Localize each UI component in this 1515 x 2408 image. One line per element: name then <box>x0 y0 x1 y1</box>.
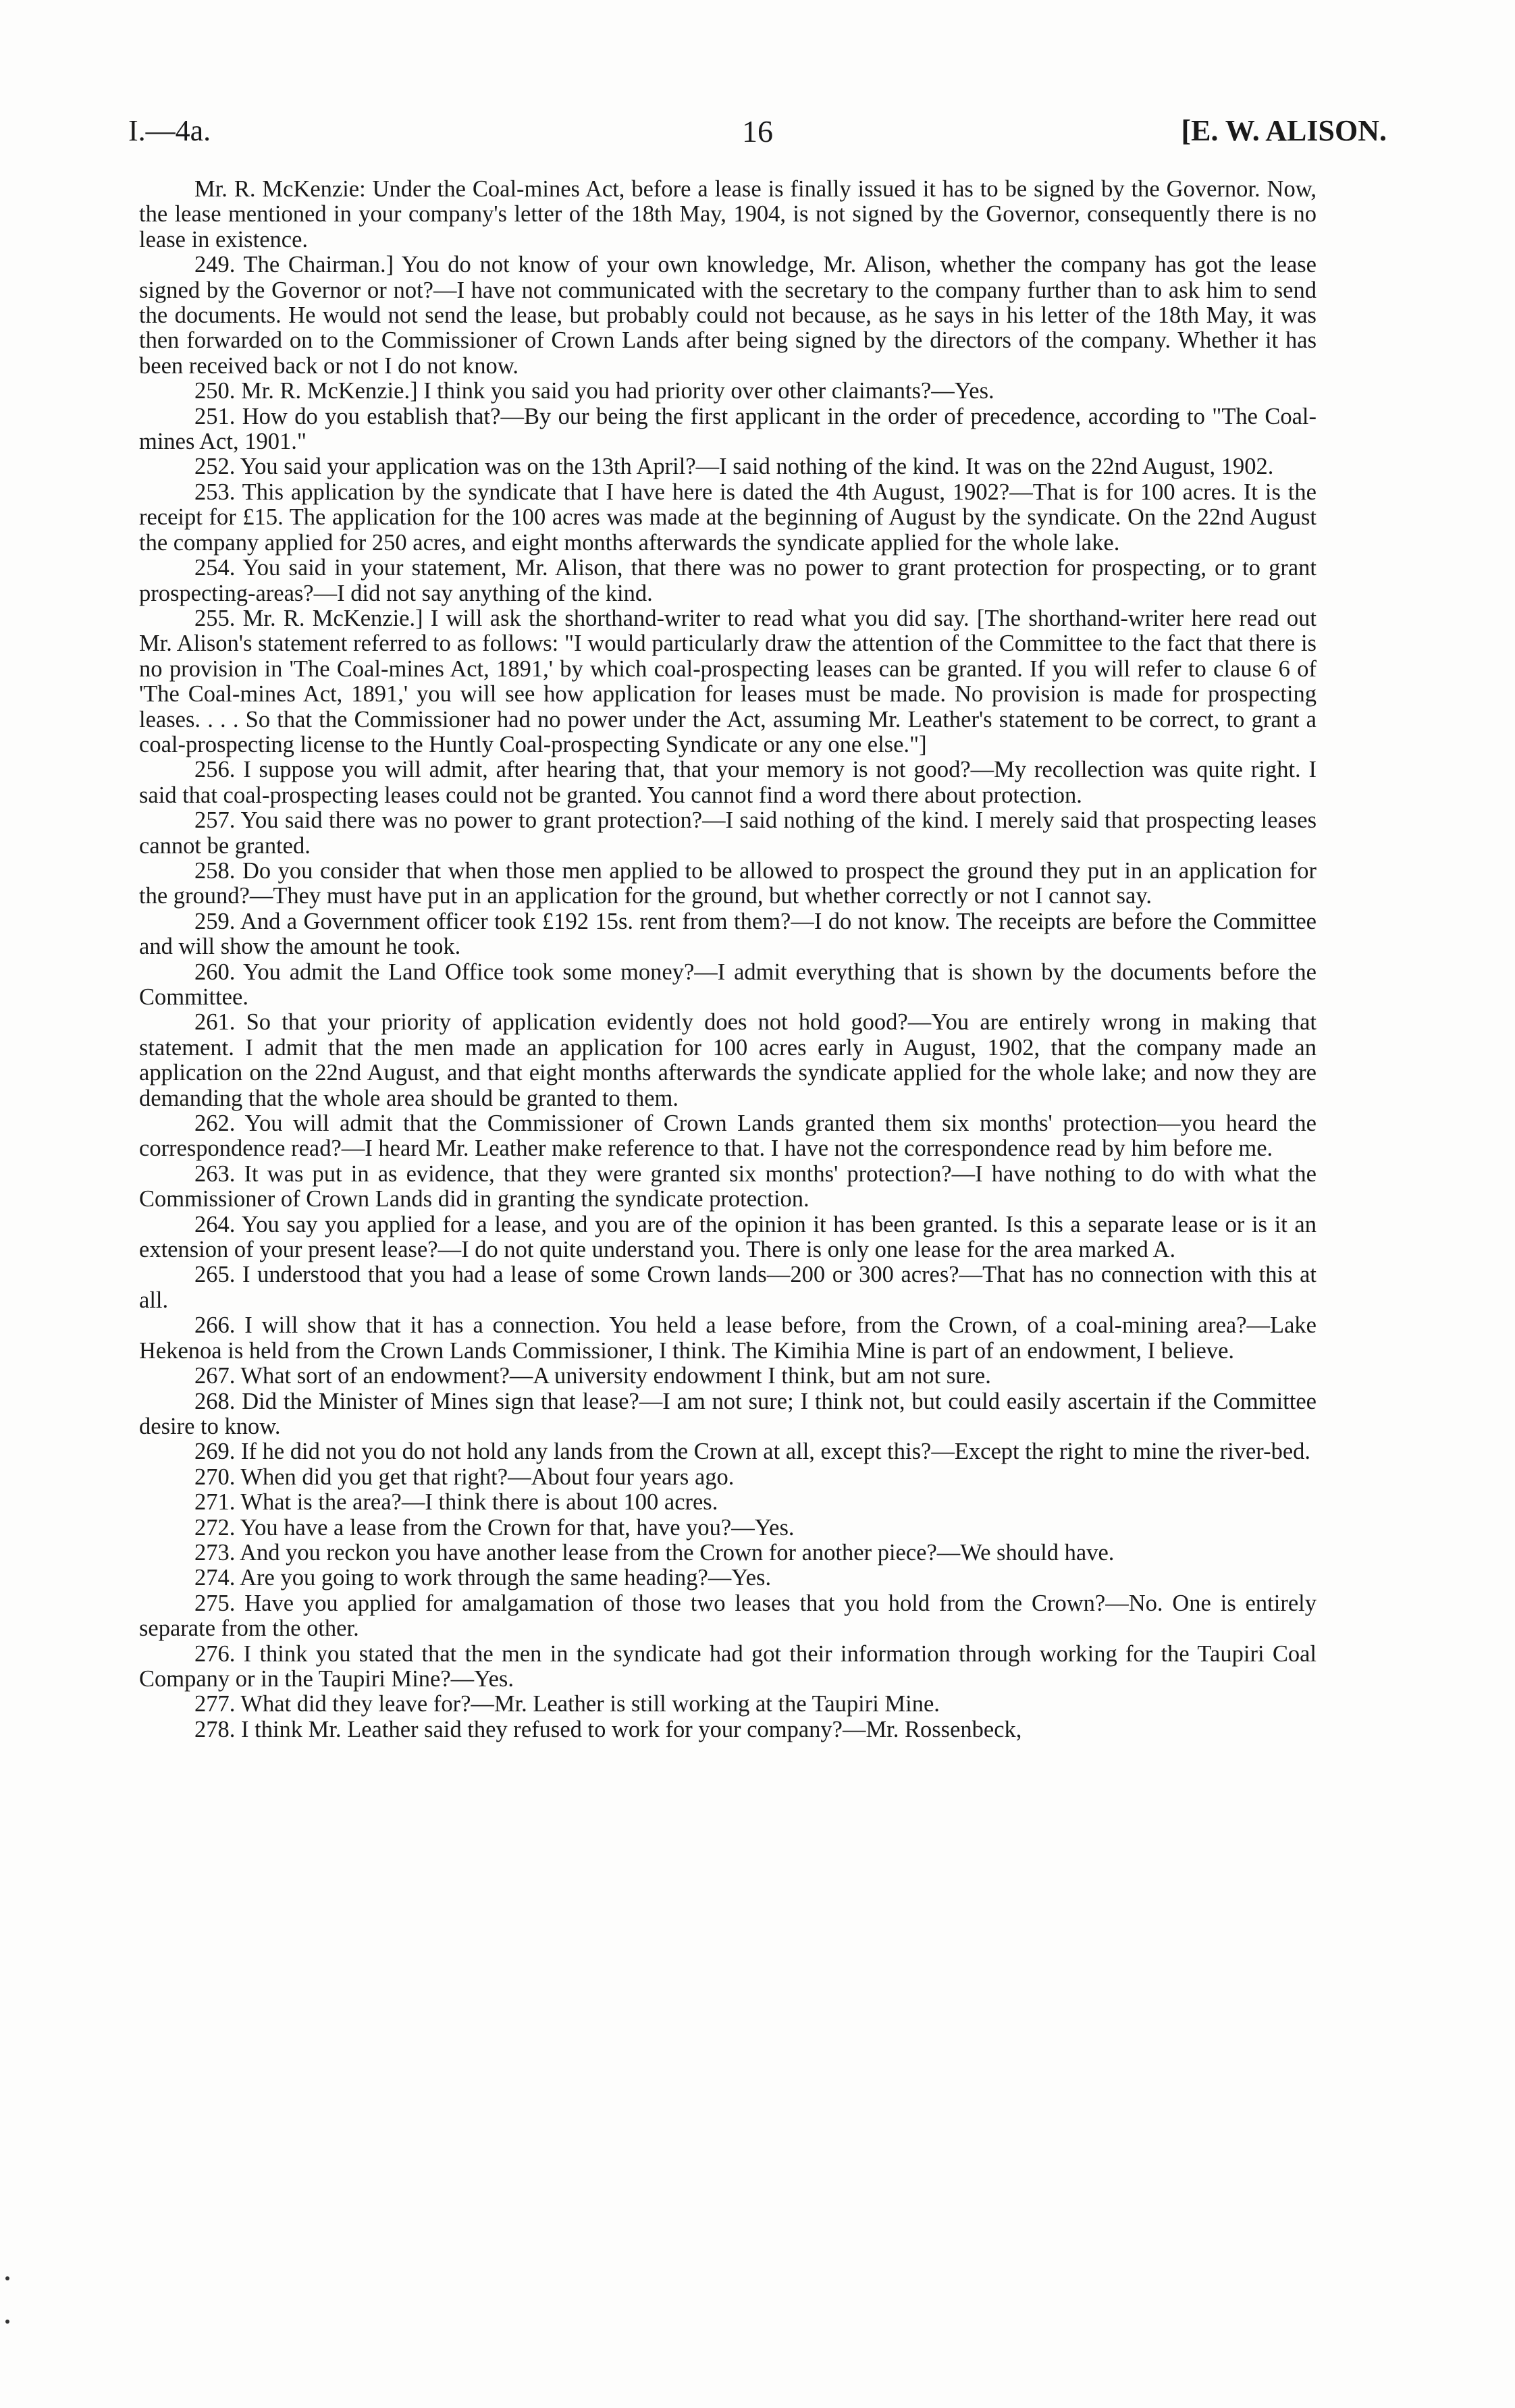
evidence-text <box>139 177 1317 1742</box>
paragraph: 266. I will show that it has a connection. You held a lease before, from the Crown, of a coal-mining area?—Lake Hekenoa is held from the Crown Lands Commissioner, I think. The Kimihia Mine is part of an endowment, I believe. <box>139 1312 1317 1364</box>
paragraph: 259. And a Government officer took £192 15s. rent from them?—I do not know. The receipts are before the Committee and will show the amount he took. <box>139 908 1317 960</box>
paragraph: 267. What sort of an endowment?—A university endowment I think, but am not sure. <box>194 1363 991 1389</box>
paragraph: 269. If he did not you do not hold any lands from the Crown at all, except this?—Except the right to mine the river-bed. <box>194 1439 1311 1465</box>
paragraph: 273. And you reckon you have another lease from the Crown for another piece?—We should have. <box>194 1539 1115 1566</box>
paragraph: 274. Are you going to work through the same heading?—Yes. <box>194 1565 772 1591</box>
paragraph: 258. Do you consider that when those men applied to be allowed to prospect the ground they put in an application for the ground?—They must have put in an application for the ground, but whether correctly or not I cannot say. <box>139 857 1317 909</box>
paragraph: 278. I think Mr. Leather said they refused to work for your company?—Mr. Rossenbeck, <box>194 1716 1022 1742</box>
paragraph: 255. Mr. R. McKenzie.] I will ask the shorthand-writer to read what you did say. [The shorthand-writer here read out Mr. Alison's statement referred to as follows: "I would particularly draw the attention of the Committee to the fact that there is no provision in 'The Coal-mines Act, 1891,' by which coal-prospecting leases can be granted. If you will refer to clause 6 of 'The Coal-mines Act, 1891,' you will see how application for leases must be made. No provision is made for prospecting leases. . . . So that the Commissioner had no power under the Act, assuming Mr. Leather's statement to be correct, to grant a coal-prospecting license to the Huntly Coal-prospecting Syndicate or any one else."] <box>139 605 1317 757</box>
witness-name: [E. W. ALISON. <box>1181 114 1387 147</box>
paragraph: 275. Have you applied for amalgamation of those two leases that you hold from the Crown?—No. One is entirely separate from the other. <box>139 1590 1317 1642</box>
paragraph: 251. How do you establish that?—By our being the first applicant in the order of precedence, according to "The Coal-mines Act, 1901." <box>139 403 1317 455</box>
paragraph: 271. What is the area?—I think there is about 100 acres. <box>194 1489 718 1516</box>
page-number: 16 <box>742 114 773 149</box>
paragraph: 253. This application by the syndicate that I have here is dated the 4th August, 1902?—That is for 100 acres. It is the receipt for £15. The application for the 100 acres was made at the beginning of August by the syndicate. On the 22nd August the company applied for 250 acres, and eight months afterwards the syndicate applied for the whole lake. <box>139 479 1317 556</box>
paragraph: 252. You said your application was on the 13th April?—I said nothing of the kind. It was on the 22nd August, 1902. <box>194 454 1274 480</box>
paragraph: 264. You say you applied for a lease, and you are of the opinion it has been granted. Is this a separate lease or is it an extension of your present lease?—I do not quite understand you. There is only one lease for the area marked A. <box>139 1211 1317 1263</box>
paragraph: 270. When did you get that right?—About four years ago. <box>194 1464 735 1490</box>
paragraph: 257. You said there was no power to grant protection?—I said nothing of the kind. I merely said that prospecting leases cannot be granted. <box>139 807 1317 859</box>
document-reference: I.—4a. <box>128 114 211 147</box>
paragraph: 254. You said in your statement, Mr. Alison, that there was no power to grant protection for prospecting, or to grant prospecting-areas?—I did not say anything of the kind. <box>139 555 1317 606</box>
paragraph: Mr. R. McKenzie: Under the Coal-mines Act, before a lease is finally issued it has to be signed by the Governor. Now, the lease mentioned in your company's letter of the 18th May, 1904, is not signed by the Governor, consequently there is no lease in existence. <box>139 176 1317 252</box>
paragraph: 249. The Chairman.] You do not know of your own knowledge, Mr. Alison, whether the company has got the lease signed by the Governor or not?—I have not communicated with the secretary to the company further than to ask him to send the documents. He would not send the lease, but probably could not because, as he says in his letter of the 18th May, it was then forwarded on to the Commissioner of Crown Lands after being signed by the directors of the company. Whether it has been received back or not I do not know. <box>139 252 1317 379</box>
paragraph: 256. I suppose you will admit, after hearing that, that your memory is not good?—My recollection was quite right. I said that coal-prospecting leases could not be granted. You cannot find a word there about protection. <box>139 757 1317 808</box>
paragraph: 263. It was put in as evidence, that they were granted six months' protection?—I have nothing to do with what the Commissioner of Crown Lands did in granting the syndicate protection. <box>139 1160 1317 1212</box>
paragraph: 250. Mr. R. McKenzie.] I think you said you had priority over other claimants?—Yes. <box>194 378 994 404</box>
paragraph: 268. Did the Minister of Mines sign that lease?—I am not sure; I think not, but could easily ascertain if the Committee desire to know. <box>139 1388 1317 1439</box>
paragraph: 260. You admit the Land Office took some money?—I admit everything that is shown by the documents before the Committee. <box>139 959 1317 1010</box>
paragraph: 262. You will admit that the Commissioner of Crown Lands granted them six months' protection—you heard the correspondence read?—I heard Mr. Leather make reference to that. I have not the correspondence read by him before me. <box>139 1111 1317 1162</box>
paragraph: 277. What did they leave for?—Mr. Leather is still working at the Taupiri Mine. <box>194 1691 940 1717</box>
paragraph: 261. So that your priority of application evidently does not hold good?—You are entirely wrong in making that statement. I admit that the men made an application for 100 acres early in August, 1902, that the company made an application on the 22nd August, and that eight months afterwards the syndicate applied for the whole lake; and now they are demanding that the whole area should be granted to them. <box>139 1009 1317 1111</box>
margin-mark <box>5 2320 9 2324</box>
paragraph: 265. I understood that you had a lease of some Crown lands—200 or 300 acres?—That has no connection with this at all. <box>139 1262 1317 1313</box>
paragraph: 272. You have a lease from the Crown for that, have you?—Yes. <box>194 1514 795 1541</box>
margin-mark <box>5 2276 9 2280</box>
page-header <box>128 113 1387 154</box>
paragraph: 276. I think you stated that the men in the syndicate had got their information through working for the Taupiri Coal Company or in the Taupiri Mine?—Yes. <box>139 1640 1317 1692</box>
